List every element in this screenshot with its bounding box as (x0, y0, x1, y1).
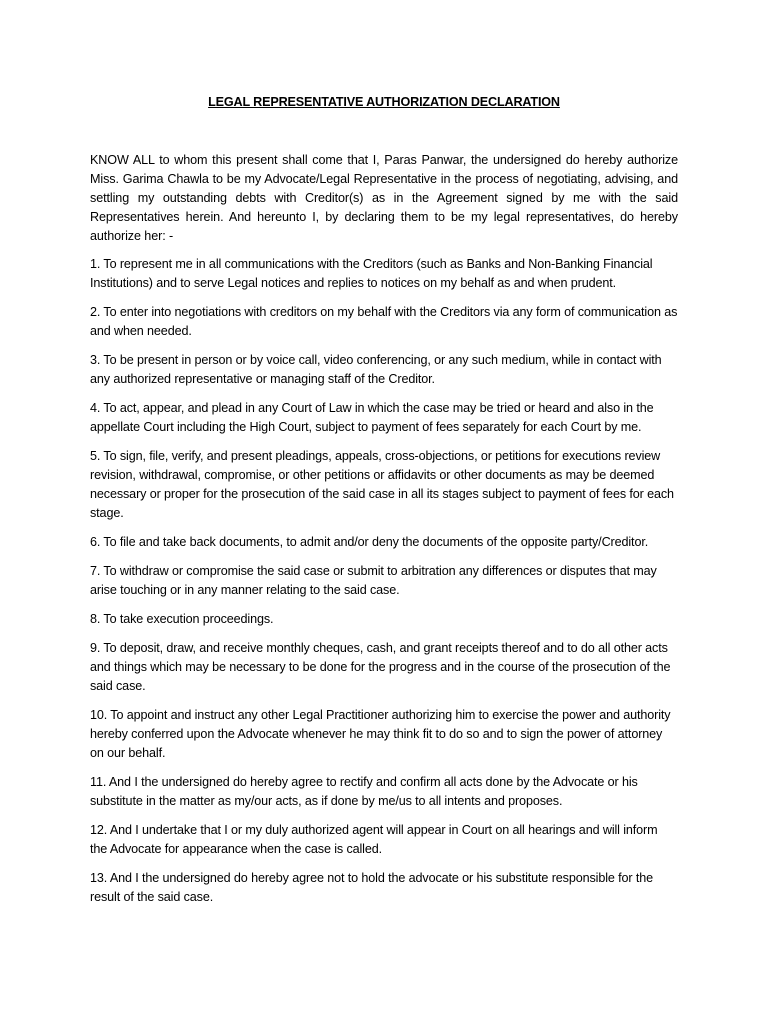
list-item: 6. To file and take back documents, to admit and/or deny the documents of the opposite party/Creditor. (90, 534, 649, 549)
document-page (90, 0, 678, 1024)
list-item: 2. To enter into negotiations with creditors on my behalf with the Creditors via any form of communication as and when needed. (90, 305, 678, 338)
intro-paragraph: KNOW ALL to whom this present shall come that I, Paras Panwar, the undersigned do hereby authorize Miss. Garima Chawla to be my Advocate/Legal Representative in the process of negotiating, advising, and settling my outstanding debts with Creditor(s) as in the Agreement signed by me with the said Representatives herein. And hereunto I, by declaring them to be my legal representatives, do hereby authorize her: - (90, 153, 678, 243)
authorization-list (90, 255, 678, 917)
list-item: 7. To withdraw or compromise the said case or submit to arbitration any differences or disputes that may arise touching or in any manner relating to the said case. (90, 563, 657, 597)
document-title: LEGAL REPRESENTATIVE AUTHORIZATION DECLARATION (208, 95, 560, 109)
list-item: 11. And I the undersigned do hereby agree to rectify and confirm all acts done by the Advocate or his substitute in the matter as my/our acts, as if done by me/us to all intents and proposes. (90, 774, 638, 808)
list-item: 12. And I undertake that I or my duly authorized agent will appear in Court on all hearings and will inform the Advocate for appearance when the case is called. (90, 822, 658, 856)
list-item: 10. To appoint and instruct any other Legal Practitioner authorizing him to exercise the power and authority hereby conferred upon the Advocate whenever he may think fit to do so and to sign the power of attorney on our behalf. (90, 707, 671, 760)
list-item: 5. To sign, file, verify, and present pleadings, appeals, cross-objections, or petitions for executions review revision, withdrawal, compromise, or other petitions or affidavits or other documents as may be deemed necessary or proper for the prosecution of the said case in all its stages subject to payment of fees for each stage. (90, 449, 674, 520)
list-item: 8. To take execution proceedings. (90, 611, 274, 626)
list-item: 13. And I the undersigned do hereby agree not to hold the advocate or his substitute responsible for the result of the said case. (90, 870, 654, 904)
list-item: 9. To deposit, draw, and receive monthly cheques, cash, and grant receipts thereof and to do all other acts and things which may be necessary to be done for the progress and in the course of the prosecution of the said case. (90, 641, 671, 693)
list-item: 1. To represent me in all communications with the Creditors (such as Banks and Non-Banking Financial Institutions) and to serve Legal notices and replies to notices on my behalf as and when prudent. (90, 257, 653, 290)
list-item: 3. To be present in person or by voice call, video conferencing, or any such medium, while in contact with any authorized representative or managing staff of the Creditor. (90, 353, 662, 386)
list-item: 4. To act, appear, and plead in any Court of Law in which the case may be tried or heard and also in the appellate Court including the High Court, subject to payment of fees separately for each Court by me. (90, 401, 654, 434)
